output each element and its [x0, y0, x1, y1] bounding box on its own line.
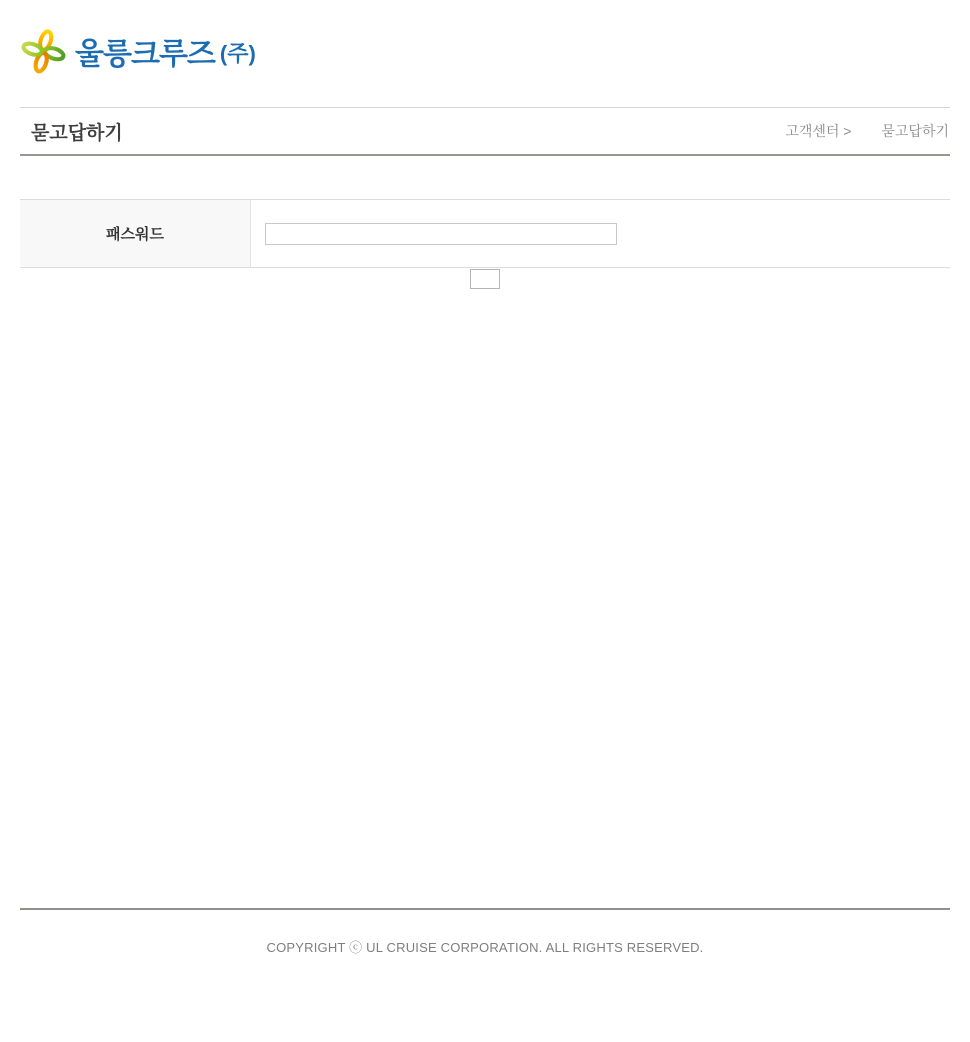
confirm-button[interactable]: [470, 269, 500, 289]
pinwheel-flower-icon: [20, 25, 66, 77]
password-table: [20, 199, 950, 268]
password-label-cell: [20, 200, 251, 267]
copyright-text: COPYRIGHT ⓒ UL CRUISE CORPORATION. ALL RIGHTS RESERVED.: [266, 940, 704, 955]
breadcrumb-item-customer-center[interactable]: 고객센터 >: [785, 123, 852, 139]
logo-suffix-text: (주): [219, 41, 256, 66]
breadcrumb-item-current: 묻고답하기: [881, 123, 949, 139]
password-input[interactable]: [265, 223, 617, 245]
footer: [0, 937, 970, 956]
password-label: 패스워드: [106, 226, 164, 243]
password-input-cell: [251, 200, 950, 267]
page-title-bar: [20, 107, 950, 156]
logo-brand-text: 울릉크루즈: [75, 38, 215, 71]
footer-divider: [20, 908, 950, 910]
page-title: 묻고답하기: [31, 122, 123, 144]
breadcrumb: [785, 121, 950, 141]
logo[interactable]: [20, 25, 256, 77]
